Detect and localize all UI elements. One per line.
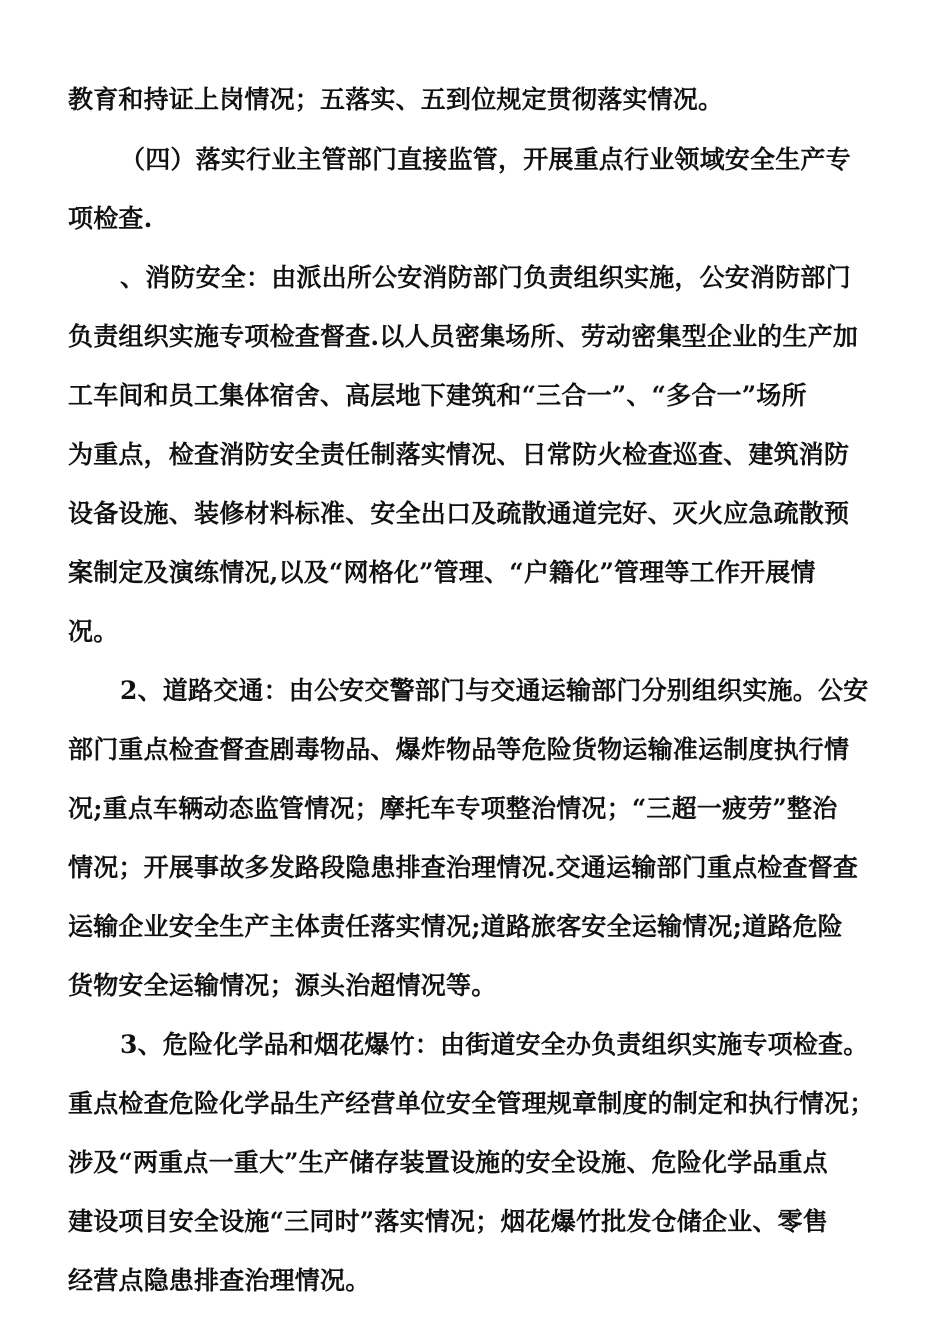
text-line: 工车间和员工集体宿舍、高层地下建筑和“三合一”、“多合一”场所 — [68, 381, 807, 410]
section-heading: （四）落实行业主管部门直接监管，开展重点行业领域安全生产专 — [120, 145, 851, 174]
text-line: 案制定及演练情况,以及“网格化”管理、“户籍化”管理等工作开展情 — [68, 558, 816, 587]
text-line: 部门重点检查督查剧毒物品、爆炸物品等危险货物运输准运制度执行情 — [68, 735, 850, 764]
paragraph-start: 2、道路交通：由公安交警部门与交通运输部门分别组织实施。公安 — [120, 676, 869, 705]
text-line: 教育和持证上岗情况；五落实、五到位规定贯彻落实情况。 — [68, 85, 724, 114]
text-line: 况;重点车辆动态监管情况；摩托车专项整治情况；“三超一疲劳”整治 — [68, 794, 838, 823]
text-line: 项检查. — [68, 204, 153, 233]
text-line: 涉及“两重点一重大”生产储存装置设施的安全设施、危险化学品重点 — [68, 1148, 828, 1177]
text-line: 经营点隐患排查治理情况。 — [68, 1266, 371, 1295]
text-line: 货物安全运输情况；源头治超情况等。 — [68, 971, 497, 1000]
text-line: 重点检查危险化学品生产经营单位安全管理规章制度的制定和执行情况； — [68, 1089, 875, 1118]
text-line: 运输企业安全生产主体责任落实情况;道路旅客安全运输情况;道路危险 — [68, 912, 843, 941]
text-line: 设备设施、装修材料标准、安全出口及疏散通道完好、灭火应急疏散预 — [68, 499, 850, 528]
text-line: 情况；开展事故多发路段隐患排查治理情况.交通运输部门重点检查督查 — [68, 853, 859, 882]
paragraph-start: 、消防安全：由派出所公安消防部门负责组织实施，公安消防部门 — [120, 263, 851, 292]
text-line: 建设项目安全设施“三同时”落实情况；烟花爆竹批发仓储企业、零售 — [68, 1207, 828, 1236]
text-line: 况。 — [68, 617, 119, 646]
paragraph-start: 3、危险化学品和烟花爆竹：由街道安全办负责组织实施专项检查。 — [120, 1030, 869, 1059]
text-line: 负责组织实施专项检查督查.以人员密集场所、劳动密集型企业的生产加 — [68, 322, 859, 351]
text-line: 为重点，检查消防安全责任制落实情况、日常防火检查巡查、建筑消防 — [68, 440, 850, 469]
